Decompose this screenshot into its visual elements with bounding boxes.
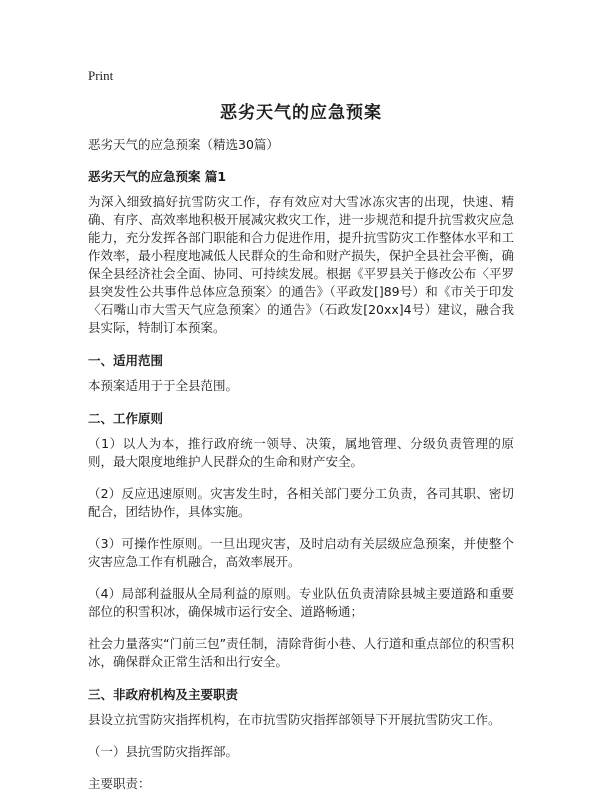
document-subtitle: 恶劣天气的应急预案（精选30篇） bbox=[88, 137, 279, 152]
heading-principles: 二、工作原则 bbox=[88, 411, 164, 426]
paragraph-scope: 本预案适用于于全县范围。 bbox=[88, 378, 239, 393]
section-title: 恶劣天气的应急预案 篇1 bbox=[88, 169, 227, 184]
paragraph-principle-4: （4）局部利益服从全局利益的原则。专业队伍负责清除县城主要道路和重要部位的积雪积冰，确保城市运行安全、道路畅通； bbox=[88, 586, 514, 619]
paragraph-principle-2: （2）反应迅速原则。灾害发生时，各相关部门要分工负责，各司其职、密切配合，团结协作，具体实施。 bbox=[88, 486, 514, 519]
print-label: Print bbox=[88, 68, 114, 83]
heading-organization: 三、非政府机构及主要职责 bbox=[88, 687, 239, 702]
paragraph-principle-5: 社会力量落实“门前三包”责任制，清除背街小巷、人行道和重点部位的积雪积冰，确保群众正常生活和出行安全。 bbox=[88, 636, 514, 669]
heading-scope: 一、适用范围 bbox=[88, 353, 164, 368]
document-title: 恶劣天气的应急预案 bbox=[220, 103, 382, 123]
intro-paragraph: 为深入细致搞好抗雪防灾工作，存有效应对大雪冰冻灾害的出现，快速、精确、有序、高效率地积极开展减灾救灾工作，进一步规范和提升抗雪救灾应急能力，充分发挥各部门职能和合力促进作用，提升抗雪防灾工作整体水平和工作效率，最小程度地减低人民群众的生命和财产损失，保护全县社会平衡，确保全县经济社会全面、协同、可持续发展。根据《平罗县关于修改公布〈平罗县突发性公共事件总体应急预案〉的通告》（平政发[]89号）和《市关于印发〈石嘴山市大雪天气应急预案〉的通告》（石政发[20xx]4号）建议，融合我县实际，特制订本预案。 bbox=[88, 194, 514, 335]
paragraph-command-center: （一）县抗雪防灾指挥部。 bbox=[88, 744, 239, 759]
paragraph-principle-3: （3）可操作性原则。一旦出现灾害，及时启动有关层级应急预案，并使整个灾害应急工作有机融合，高效率展开。 bbox=[88, 536, 514, 569]
paragraph-principle-1: （1）以人为本，推行政府统一领导、决策，属地管理、分级负责管理的原则，最大限度地维护人民群众的生命和财产安全。 bbox=[88, 436, 514, 469]
paragraph-organization: 县设立抗雪防灾指挥机构，在市抗雪防灾指挥部领导下开展抗雪防灾工作。 bbox=[88, 712, 501, 727]
paragraph-main-duties: 主要职责： bbox=[88, 776, 151, 791]
